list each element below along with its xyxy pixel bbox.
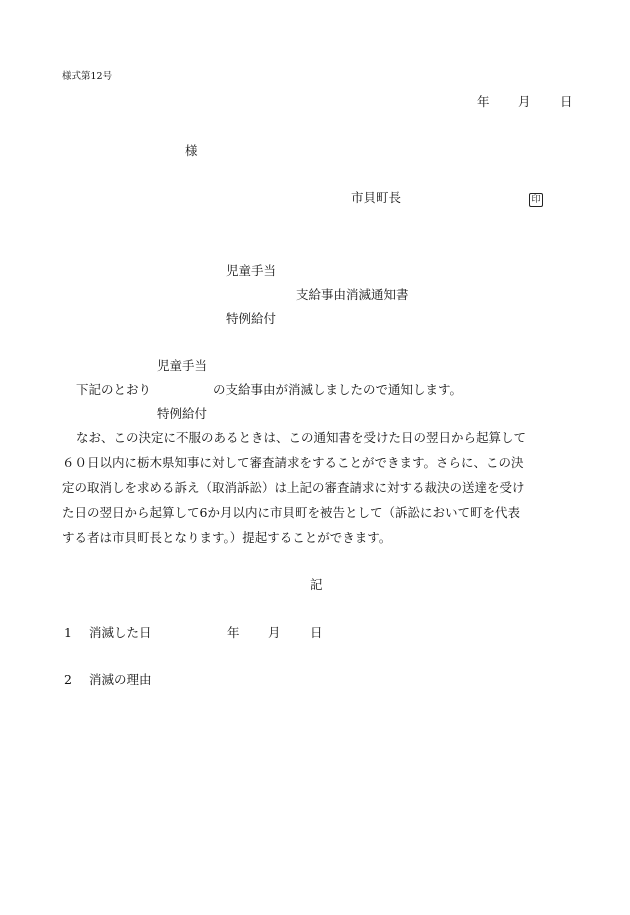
- date-year-label: 年: [477, 94, 490, 109]
- item-2-number: 2: [64, 672, 72, 687]
- item-2-label: 消滅の理由: [89, 672, 152, 687]
- ki-label: 記: [310, 577, 323, 592]
- document-title: 支給事由消滅通知書: [296, 287, 409, 302]
- body-line1-suffix: の支給事由が消滅しましたので通知します。: [213, 382, 463, 397]
- item-1-year-label: 年: [227, 625, 240, 640]
- recipient-suffix: 様: [185, 143, 198, 158]
- date-day-label: 日: [560, 94, 573, 109]
- body-paragraph2-line2: ６０日以内に栃木県知事に対して審査請求をすることができます。さらに、この決: [62, 455, 524, 470]
- issuer-title: 市貝町長: [351, 190, 402, 205]
- body-paragraph2-line5: する者は市貝町長となります。）提起することができます。: [62, 530, 392, 545]
- date-month-label: 月: [518, 94, 531, 109]
- issuer-seal: [529, 192, 543, 207]
- body-paragraph2-line4: た日の翌日から起算して6か月以内に市貝町を被告として（訴訟において町を代表: [62, 505, 520, 520]
- item-1-day-label: 日: [310, 625, 323, 640]
- body-paragraph2-line3: 定の取消しを求める訴え（取消訴訟）は上記の審査請求に対する裁決の送達を受け: [62, 480, 525, 495]
- item-1-number: 1: [64, 625, 72, 640]
- body-option-child-allowance: 児童手当: [157, 358, 208, 373]
- body-option-special-payment: 特例給付: [157, 406, 208, 421]
- body-line1-prefix: 下記のとおり: [76, 382, 152, 397]
- title-option-special-payment: 特例給付: [226, 311, 277, 326]
- item-1-label: 消滅した日: [89, 625, 152, 640]
- title-option-child-allowance: 児童手当: [226, 263, 277, 278]
- body-paragraph2-line1: なお、この決定に不服のあるときは、この通知書を受けた日の翌日から起算して: [76, 430, 527, 445]
- form-number: 様式第12号: [62, 71, 113, 82]
- item-1-month-label: 月: [268, 625, 281, 640]
- seal-mark: 印: [529, 193, 543, 207]
